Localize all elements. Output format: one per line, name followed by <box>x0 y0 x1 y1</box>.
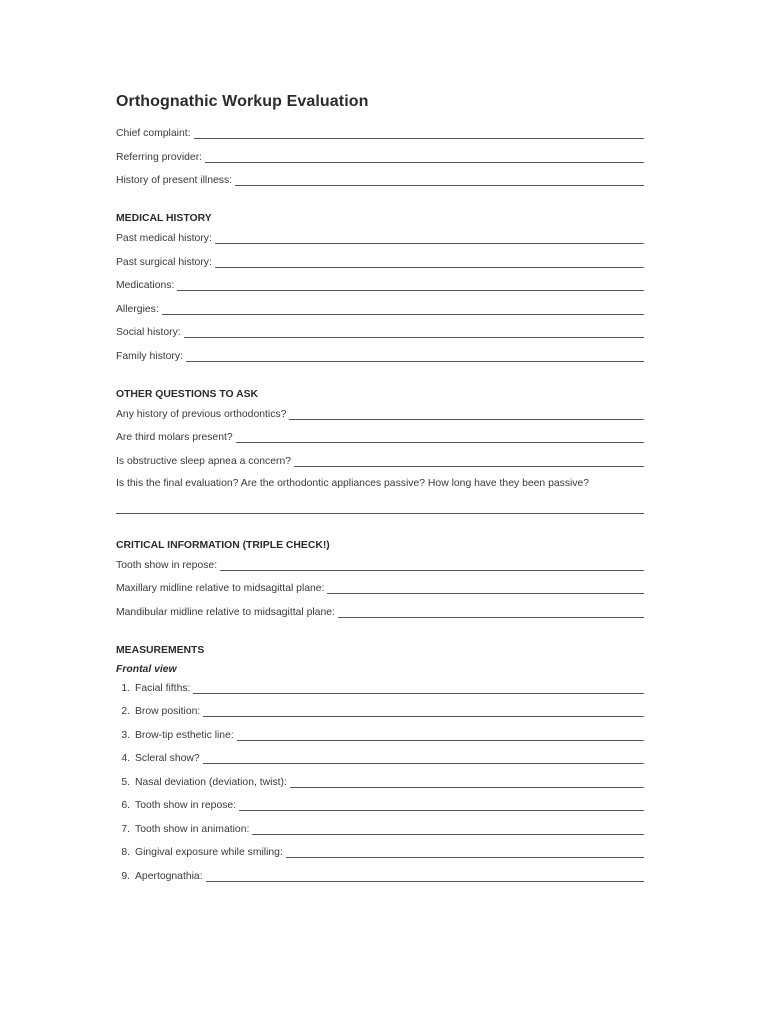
blank-line[interactable] <box>215 234 644 244</box>
item-number: 8. <box>121 847 130 858</box>
subheading-frontal-view: Frontal view <box>116 663 177 675</box>
section-heading-other-questions: OTHER QUESTIONS TO ASK <box>116 388 259 400</box>
apertognathia-field[interactable] <box>116 870 644 883</box>
nasal-deviation-field[interactable] <box>116 776 644 789</box>
blank-line[interactable] <box>289 410 644 420</box>
field-label: Chief complaint: <box>116 128 191 139</box>
blank-line[interactable] <box>184 328 644 338</box>
referring-provider-field[interactable] <box>116 151 644 164</box>
blank-line[interactable] <box>162 305 644 315</box>
field-label: Tooth show in animation: <box>135 823 250 835</box>
brow-tip-esthetic-line-field[interactable] <box>116 729 644 742</box>
medical-history-fields <box>116 232 644 363</box>
field-label: Medications: <box>116 280 175 291</box>
field-label: Tooth show in repose: <box>135 800 237 811</box>
field-label: Mandibular midline relative to midsagittal plane: <box>116 606 335 618</box>
field-label: Brow-tip esthetic line: <box>135 729 234 741</box>
field-label: Past medical history: <box>116 233 212 244</box>
critical-info-fields <box>116 559 644 619</box>
blank-line[interactable] <box>338 608 644 618</box>
final-evaluation-answer-line[interactable] <box>116 502 644 514</box>
blank-line[interactable] <box>235 176 644 186</box>
field-label: Tooth show in repose: <box>116 559 218 571</box>
page-title: Orthognathic Workup Evaluation <box>116 93 369 110</box>
section-heading-critical-info: CRITICAL INFORMATION (TRIPLE CHECK!) <box>116 539 330 551</box>
field-label: Apertognathia: <box>135 870 203 882</box>
allergies-field[interactable] <box>116 303 644 316</box>
frontal-view-list <box>116 682 644 883</box>
mandibular-midline-field[interactable] <box>116 606 644 619</box>
scleral-show-field[interactable] <box>116 752 644 765</box>
history-present-illness-field[interactable] <box>116 174 644 187</box>
field-label: Is obstructive sleep apnea a concern? <box>116 455 292 467</box>
past-medical-history-field[interactable] <box>116 232 644 245</box>
blank-line[interactable] <box>239 801 644 811</box>
blank-line[interactable] <box>203 754 644 764</box>
field-label: Any history of previous orthodontics? <box>116 408 287 420</box>
facial-fifths-field[interactable] <box>116 682 644 695</box>
item-number: 5. <box>121 776 130 788</box>
item-number: 6. <box>121 800 130 811</box>
field-label: Social history: <box>116 327 181 338</box>
past-surgical-history-field[interactable] <box>116 256 644 269</box>
section-heading-medical-history: MEDICAL HISTORY <box>116 213 212 224</box>
field-label: Facial fifths: <box>135 682 191 694</box>
previous-orthodontics-field[interactable] <box>116 408 644 421</box>
blank-line[interactable] <box>286 848 644 858</box>
final-evaluation-question: Is this the final evaluation? Are the orthodontic appliances passive? How long have they been passive? <box>116 478 590 489</box>
sleep-apnea-field[interactable] <box>116 455 644 468</box>
blank-line[interactable] <box>205 153 644 163</box>
form-content <box>116 93 644 893</box>
blank-line[interactable] <box>237 731 644 741</box>
blank-line[interactable] <box>206 872 644 882</box>
blank-line[interactable] <box>252 825 644 835</box>
field-label: Family history: <box>116 350 183 362</box>
blank-line[interactable] <box>294 457 644 467</box>
blank-line[interactable] <box>215 258 644 268</box>
item-number: 4. <box>121 753 130 764</box>
item-number: 1. <box>121 682 130 694</box>
field-label: Referring provider: <box>116 151 203 163</box>
blank-line[interactable] <box>194 129 644 139</box>
brow-position-field[interactable] <box>116 705 644 718</box>
section-heading-measurements: MEASUREMENTS <box>116 644 205 656</box>
social-history-field[interactable] <box>116 326 644 339</box>
field-label: Maxillary midline relative to midsagittal plane: <box>116 583 325 594</box>
field-label: Allergies: <box>116 303 159 315</box>
item-number: 3. <box>121 729 130 741</box>
other-questions-fields <box>116 408 644 514</box>
blank-line[interactable] <box>327 584 644 594</box>
field-label: History of present illness: <box>116 175 233 186</box>
blank-line[interactable] <box>177 281 644 291</box>
gingival-exposure-field[interactable] <box>116 846 644 859</box>
field-label: Are third molars present? <box>116 432 233 443</box>
field-label: Nasal deviation (deviation, twist): <box>135 776 287 788</box>
item-number: 9. <box>121 870 130 882</box>
blank-line[interactable] <box>186 352 644 362</box>
chief-complaint-field[interactable] <box>116 127 644 140</box>
blank-line[interactable] <box>290 778 644 788</box>
field-label: Scleral show? <box>135 753 200 764</box>
tooth-show-repose-field[interactable] <box>116 559 644 572</box>
blank-line[interactable] <box>236 433 644 443</box>
field-label: Brow position: <box>135 706 201 717</box>
item-number: 2. <box>121 706 130 717</box>
maxillary-midline-field[interactable] <box>116 582 644 595</box>
medications-field[interactable] <box>116 279 644 292</box>
blank-line[interactable] <box>220 561 644 571</box>
blank-line[interactable] <box>193 684 644 694</box>
field-label: Gingival exposure while smiling: <box>135 847 283 858</box>
tooth-show-animation-field[interactable] <box>116 823 644 836</box>
family-history-field[interactable] <box>116 350 644 363</box>
field-label: Past surgical history: <box>116 256 212 268</box>
blank-line[interactable] <box>203 707 644 717</box>
tooth-show-repose-measure-field[interactable] <box>116 799 644 812</box>
third-molars-field[interactable] <box>116 431 644 444</box>
intro-fields <box>116 127 644 187</box>
item-number: 7. <box>121 823 130 835</box>
